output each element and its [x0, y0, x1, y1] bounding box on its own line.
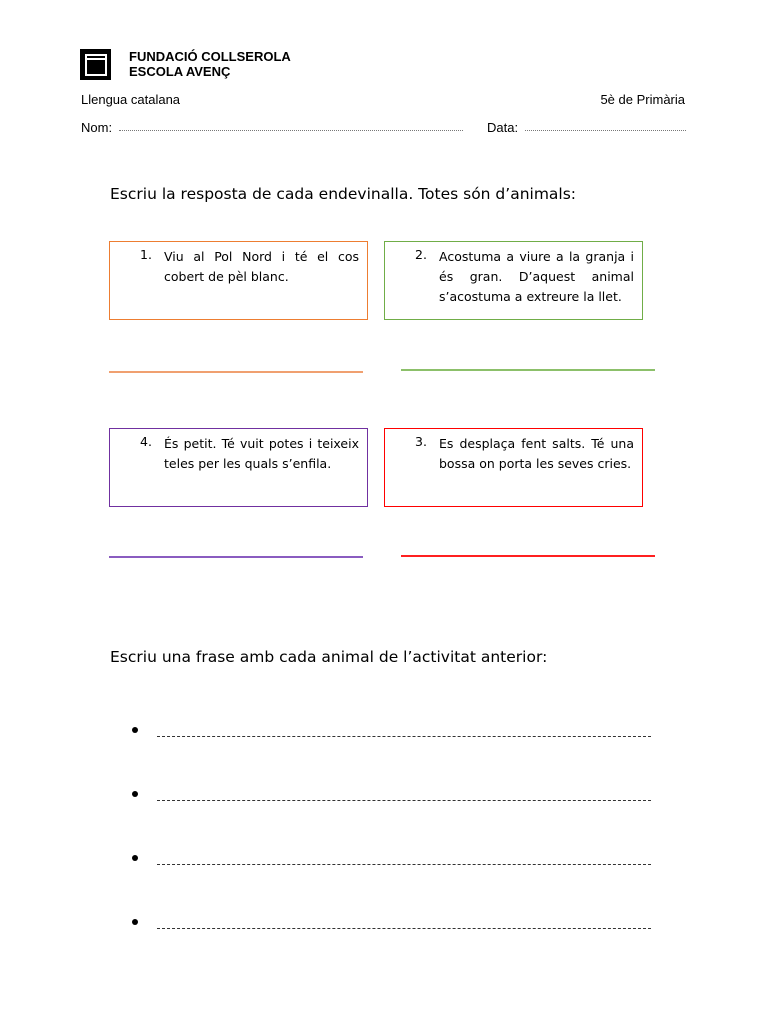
- subject-label: Llengua catalana: [81, 92, 181, 107]
- riddle-number: 4.: [140, 434, 152, 449]
- sentence-line[interactable]: [157, 928, 651, 929]
- organization-name: [129, 49, 291, 79]
- riddle-text: Viu al Pol Nord i té el cos cobert de pèl blanc.: [164, 249, 359, 284]
- org-line-1: FUNDACIÓ COLLSEROLA: [129, 49, 291, 64]
- list-item: [130, 784, 660, 848]
- sentence-line[interactable]: [157, 736, 651, 737]
- grade-label: 5è de Primària: [600, 92, 685, 107]
- org-line-2: ESCOLA AVENÇ: [129, 64, 231, 79]
- bullet-icon: [132, 855, 138, 861]
- bullet-icon: [132, 919, 138, 925]
- exercise2-instruction: Escriu una frase amb cada animal de l’activitat anterior:: [110, 648, 548, 666]
- riddle-number: 2.: [415, 247, 427, 262]
- riddle-box-3: [384, 428, 643, 507]
- list-item: [130, 720, 660, 784]
- answer-line-2[interactable]: [401, 369, 655, 371]
- riddle-text: Es desplaça fent salts. Té una bossa on porta les seves cries.: [439, 436, 634, 471]
- riddle-number: 1.: [140, 247, 152, 262]
- riddle-number: 3.: [415, 434, 427, 449]
- sentence-list: [130, 720, 660, 976]
- school-logo-icon: [80, 49, 111, 80]
- name-field[interactable]: [119, 130, 463, 131]
- riddle-text: Acostuma a viure a la granja i és gran. D’aquest animal s’acostuma a extreure la llet.: [439, 249, 634, 304]
- sentence-line[interactable]: [157, 864, 651, 865]
- bullet-icon: [132, 727, 138, 733]
- exercise1-instruction: Escriu la resposta de cada endevinalla. Totes són d’animals:: [110, 185, 577, 203]
- bullet-icon: [132, 791, 138, 797]
- date-field[interactable]: [525, 130, 686, 131]
- riddle-box-2: [384, 241, 643, 320]
- list-item: [130, 912, 660, 976]
- logo-bar: [85, 58, 107, 60]
- answer-line-3[interactable]: [401, 555, 655, 557]
- name-label: Nom:: [81, 120, 113, 135]
- riddle-box-4: [109, 428, 368, 507]
- answer-line-4[interactable]: [109, 556, 363, 558]
- answer-line-1[interactable]: [109, 371, 363, 373]
- sentence-line[interactable]: [157, 800, 651, 801]
- date-label: Data:: [487, 120, 519, 135]
- riddle-text: És petit. Té vuit potes i teixeix teles per les quals s’enfila.: [164, 436, 359, 471]
- riddle-box-1: [109, 241, 368, 320]
- list-item: [130, 848, 660, 912]
